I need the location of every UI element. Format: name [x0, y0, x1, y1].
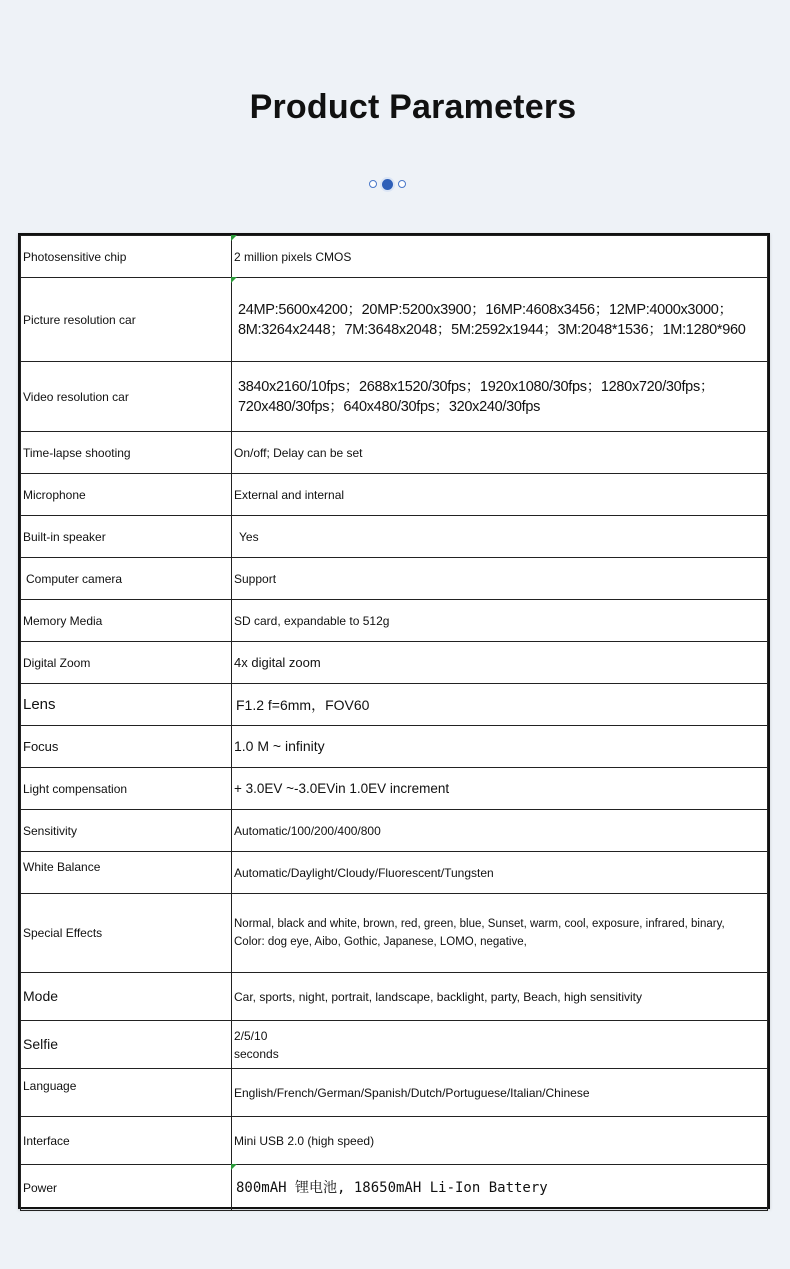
- param-value: 800mAH 锂电池, 18650mAH Li-Ion Battery: [232, 1165, 768, 1211]
- table-row: [21, 278, 768, 362]
- param-label: Interface: [21, 1117, 232, 1165]
- table-row: [21, 600, 768, 642]
- param-label: Video resolution car: [21, 362, 232, 432]
- param-value: 2 million pixels CMOS: [232, 236, 768, 278]
- param-value: Support: [232, 558, 768, 600]
- table-row: [21, 852, 768, 894]
- carousel-dot-1[interactable]: [369, 180, 377, 188]
- table-row: [21, 1117, 768, 1165]
- param-value: 1.0 M ~ infinity: [232, 726, 768, 768]
- table-row: [21, 1021, 768, 1069]
- param-label: Photosensitive chip: [21, 236, 232, 278]
- param-label: Computer camera: [21, 558, 232, 600]
- param-label: Digital Zoom: [21, 642, 232, 684]
- param-label: Built-in speaker: [21, 516, 232, 558]
- param-value: Yes: [232, 516, 768, 558]
- param-value: External and internal: [232, 474, 768, 516]
- parameters-table-image: [18, 233, 770, 1209]
- carousel-dot-2-active[interactable]: [382, 179, 393, 190]
- table-row: [21, 894, 768, 973]
- param-label: Picture resolution car: [21, 278, 232, 362]
- param-label: Memory Media: [21, 600, 232, 642]
- param-label: Light compensation: [21, 768, 232, 810]
- param-label: Mode: [21, 973, 232, 1021]
- page-title: Product Parameters: [249, 88, 577, 126]
- param-value: 4x digital zoom: [232, 642, 768, 684]
- parameters-table: [20, 235, 768, 1211]
- table-row: [21, 474, 768, 516]
- carousel-indicator: [369, 177, 406, 191]
- param-label: Microphone: [21, 474, 232, 516]
- param-label: Focus: [21, 726, 232, 768]
- table-row: [21, 1069, 768, 1117]
- param-label: Power: [21, 1165, 232, 1211]
- param-label: Sensitivity: [21, 810, 232, 852]
- param-label: Language: [21, 1069, 232, 1117]
- param-value: Car, sports, night, portrait, landscape, backlight, party, Beach, high sensitivity: [232, 973, 768, 1021]
- param-label: White Balance: [21, 852, 232, 894]
- table-row: [21, 684, 768, 726]
- param-label: Special Effects: [21, 894, 232, 973]
- carousel-dot-3[interactable]: [398, 180, 406, 188]
- param-value: Automatic/Daylight/Cloudy/Fluorescent/Tungsten: [232, 852, 768, 894]
- param-value: 3840x2160/10fps；2688x1520/30fps；1920x1080/30fps；1280x720/30fps；720x480/30fps；640x480/30fps；320x240/30fps: [232, 362, 768, 432]
- param-label: Lens: [21, 684, 232, 726]
- param-label: Time-lapse shooting: [21, 432, 232, 474]
- param-value: F1.2 f=6mm，FOV60: [232, 684, 768, 726]
- param-value: + 3.0EV ~-3.0EVin 1.0EV increment: [232, 768, 768, 810]
- param-value: English/French/German/Spanish/Dutch/Portuguese/Italian/Chinese: [232, 1069, 768, 1117]
- param-value: Normal, black and white, brown, red, green, blue, Sunset, warm, cool, exposure, infrared, binary, Color: dog eye, Aibo, Gothic, Japanese, LOMO, negative,: [232, 894, 768, 973]
- param-value: 2/5/10 seconds: [232, 1021, 768, 1069]
- table-row: [21, 726, 768, 768]
- param-value: On/off; Delay can be set: [232, 432, 768, 474]
- table-row: [21, 1165, 768, 1211]
- table-row: [21, 236, 768, 278]
- table-row: [21, 362, 768, 432]
- param-label: Selfie: [21, 1021, 232, 1069]
- param-value: Automatic/100/200/400/800: [232, 810, 768, 852]
- table-row: [21, 642, 768, 684]
- table-row: [21, 973, 768, 1021]
- table-row: [21, 432, 768, 474]
- table-row: [21, 810, 768, 852]
- param-value: SD card, expandable to 512g: [232, 600, 768, 642]
- table-row: [21, 558, 768, 600]
- param-value: 24MP:5600x4200；20MP:5200x3900；16MP:4608x3456；12MP:4000x3000；8M:3264x2448；7M:3648x2048；5M:2592x1944；3M:2048*1536；1M:1280*960: [232, 278, 768, 362]
- table-row: [21, 768, 768, 810]
- table-row: [21, 516, 768, 558]
- param-value: Mini USB 2.0 (high speed): [232, 1117, 768, 1165]
